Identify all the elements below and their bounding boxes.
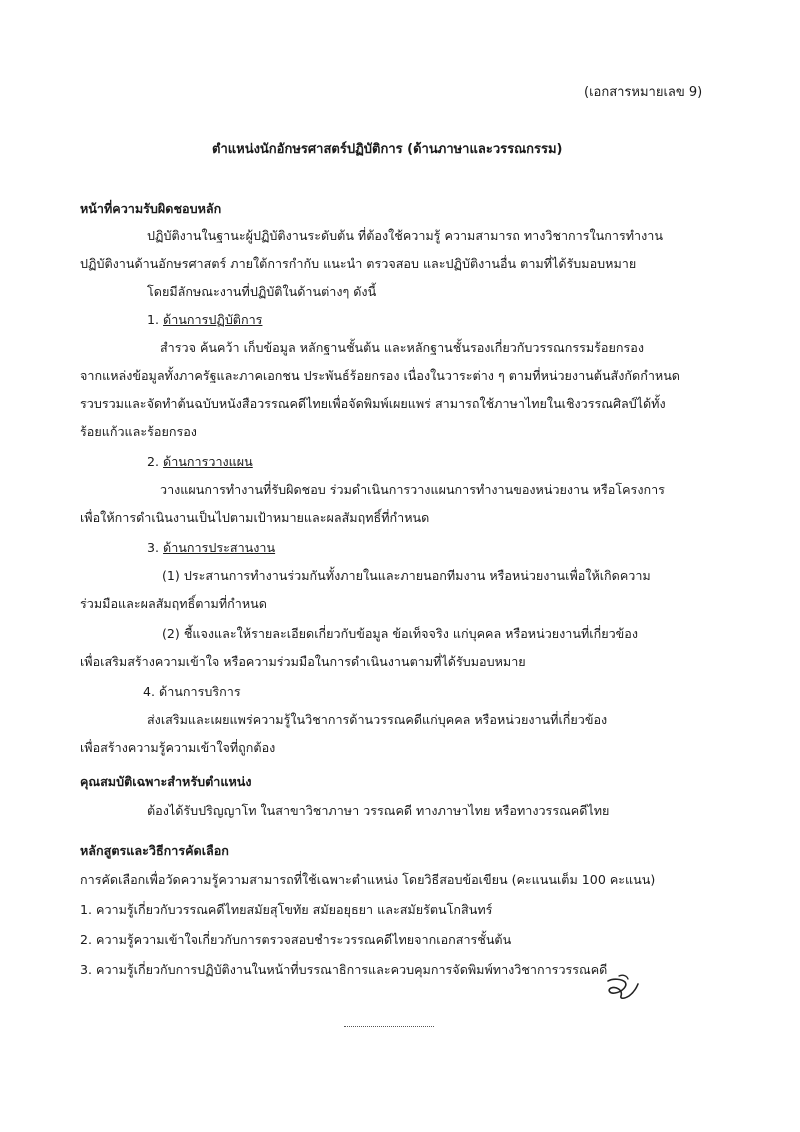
selection-heading: หลักสูตรและวิธีการคัดเลือก [80,843,229,858]
duties-intro-line: ปฏิบัติงานในฐานะผู้ปฏิบัติงานระดับต้น ที่ต้องใช้ความรู้ ความสามารถ ทางวิชาการในการทำงาน [147,228,663,243]
section-3-heading [147,539,275,557]
section-number: 4. [143,684,156,699]
section-1-line: ร้อยแก้วและร้อยกรอง [80,424,197,439]
section-title: ด้านการวางแผน [163,454,253,469]
section-4-line: เพื่อสร้างความรู้ความเข้าใจที่ถูกต้อง [80,740,276,755]
duties-heading: หน้าที่ความรับผิดชอบหลัก [80,201,222,216]
section-3-line: (1) ประสานการทำงานร่วมกันทั้งภายในและภายนอกทีมงาน หรือหน่วยงานเพื่อให้เกิดความ [162,568,651,583]
qualifications-text: ต้องได้รับปริญญาโท ในสาขาวิชาภาษา วรรณคดี ทางภาษาไทย หรือทางวรรณคดีไทย [147,803,610,818]
section-title: ด้านการบริการ [159,684,241,699]
selection-item: 2. ความรู้ความเข้าใจเกี่ยวกับการตรวจสอบชำระวรรณคดีไทยจากเอกสารชั้นต้น [80,932,512,947]
section-3-line: เพื่อเสริมสร้างความเข้าใจ หรือความร่วมมือในการดำเนินงานตามที่ได้รับมอบหมาย [80,654,526,669]
document-number: (เอกสารหมายเลข 9) [584,85,703,100]
section-1-line: รวบรวมและจัดทำต้นฉบับหนังสือวรรณคดีไทยเพื่อจัดพิมพ์เผยแพร่ สามารถใช้ภาษาไทยในเชิงวรรณศิลป์ได้ทั้ง [80,396,666,411]
section-title: ด้านการประสานงาน [163,540,276,555]
section-3-line: (2) ชี้แจงและให้รายละเอียดเกี่ยวกับข้อมูล ข้อเท็จจริง แก่บุคคล หรือหน่วยงานที่เกี่ยวข้อง [162,626,638,641]
section-3-line: ร่วมมือและผลสัมฤทธิ์ตามที่กำหนด [80,596,267,611]
section-title: ด้านการปฏิบัติการ [163,312,263,327]
section-2-line: วางแผนการทำงานที่รับผิดชอบ ร่วมดำเนินการวางแผนการทำงานของหน่วยงาน หรือโครงการ [160,482,665,497]
qualifications-heading: คุณสมบัติเฉพาะสำหรับตำแหน่ง [80,774,252,789]
footer-dotted-rule [344,1026,434,1027]
section-1-line: สำรวจ ค้นคว้า เก็บข้อมูล หลักฐานชั้นต้น และหลักฐานชั้นรองเกี่ยวกับวรรณกรรมร้อยกรอง [160,340,644,355]
section-1-line: จากแหล่งข้อมูลทั้งภาครัฐและภาคเอกชน ประพันธ์ร้อยกรอง เนื่องในวาระต่าง ๆ ตามที่หน่วยงานต้นสังกัดกำหนด [80,368,680,383]
section-2-heading [147,453,253,471]
handwritten-signature [598,972,640,1002]
section-4-heading [143,683,241,701]
section-number: 1. [147,312,160,327]
selection-item: 1. ความรู้เกี่ยวกับวรรณคดีไทยสมัยสุโขทัย สมัยอยุธยา และสมัยรัตนโกสินทร์ [80,902,493,917]
section-number: 2. [147,454,160,469]
duties-intro-line: ปฏิบัติงานด้านอักษรศาสตร์ ภายใต้การกำกับ แนะนำ ตรวจสอบ และปฏิบัติงานอื่น ตามที่ได้รับมอบหมาย [80,256,637,271]
document-title: ตำแหน่งนักอักษรศาสตร์ปฏิบัติการ (ด้านภาษาและวรรณกรรม) [212,142,563,157]
section-4-line: ส่งเสริมและเผยแพร่ความรู้ในวิชาการด้านวรรณคดีแก่บุคคล หรือหน่วยงานที่เกี่ยวข้อง [147,712,608,727]
selection-item: 3. ความรู้เกี่ยวกับการปฏิบัติงานในหน้าที่บรรณาธิการและควบคุมการจัดพิมพ์ทางวิชาการวรรณคดี [80,962,608,977]
section-number: 3. [147,540,160,555]
duties-intro-line: โดยมีลักษณะงานที่ปฏิบัติในด้านต่างๆ ดังนี้ [147,284,377,299]
section-2-line: เพื่อให้การดำเนินงานเป็นไปตามเป้าหมายและผลสัมฤทธิ์ที่กำหนด [80,510,430,525]
selection-intro: การคัดเลือกเพื่อวัดความรู้ความสามารถที่ใช้เฉพาะตำแหน่ง โดยวิธีสอบข้อเขียน (คะแนนเต็ม 100 คะแนน) [80,872,656,887]
section-1-heading [147,311,262,329]
